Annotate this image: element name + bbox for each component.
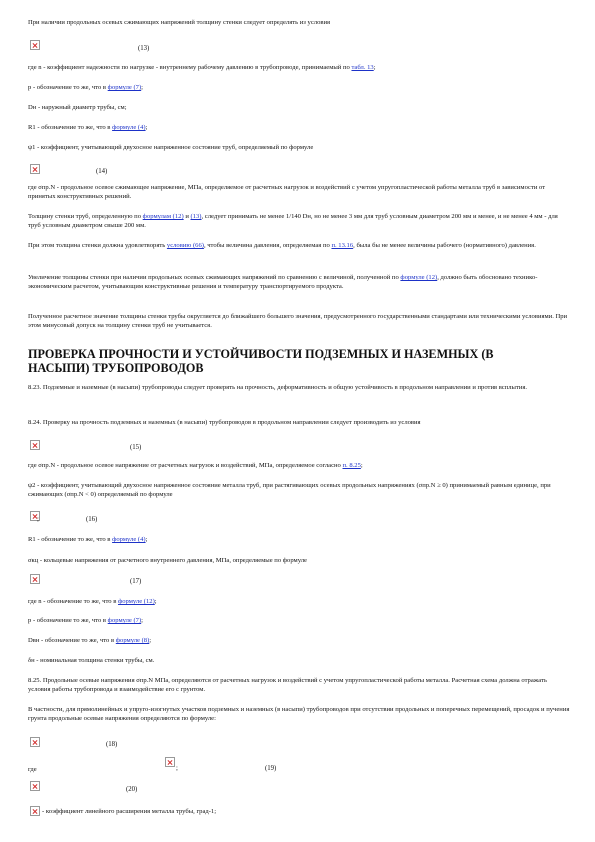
text-line: При наличии продольных осевых сжимающих напряжений толщину стенки следует определять из условия (28, 19, 331, 26)
broken-image-icon (30, 574, 40, 584)
text-span: , была бы не менее величины рабочего (нормативного) давления. (353, 242, 536, 249)
broken-image-icon (30, 440, 40, 450)
broken-image-icon (165, 757, 175, 767)
broken-image-icon (30, 164, 40, 174)
text-span: Увеличение толщины стенки при наличии продольных осевых сжимающих напряжений по сравнению с величиной, полученной по (28, 274, 399, 281)
paragraph (28, 213, 571, 230)
paragraph: 8.25. Продольные осевые напряжения σпр.N МПа, определяются от расчетных нагрузок и воздействий с учетом упругопластической работы металла. Расчетная схема должна отражать условия работы трубопровода и взаимодействие его с грунтом. (28, 677, 547, 693)
link-formula-13[interactable]: (13) (190, 213, 202, 220)
equation-number: (16) (86, 516, 98, 523)
text-line (28, 462, 363, 471)
text-span: R1 - обозначение то же, что в (28, 124, 111, 131)
link-formula-12[interactable]: формуле (12) (400, 274, 438, 281)
link-clause-13-16[interactable]: п. 13.16 (331, 242, 354, 249)
link-formula-4[interactable]: формуле (4) (112, 124, 146, 131)
broken-image-icon (30, 781, 40, 791)
text-span: p - обозначение то же, что в (28, 84, 107, 91)
link-clause-8-25[interactable]: п. 8.25 (342, 462, 361, 469)
paragraph (28, 274, 571, 291)
equation-number: (15) (130, 444, 142, 451)
paragraph: ψ2 - коэффициент, учитывающий двухосное напряженное состояние металла труб, при растягивающих осевых продольных напряжениях (σпр.N ≥ 0) принимаемый равным единице, при сжимающих (σпр.N < 0) определяемый по формуле (28, 482, 551, 498)
equation-number: (20) (126, 786, 138, 793)
equation-separator: ; (37, 516, 39, 523)
equation-number: (17) (130, 578, 142, 585)
text-line (28, 617, 143, 626)
text-span: , должно быть обосновано технико-экономическим расчетом, учитывающим конструктивные решения и температуру транспортируемого продукта. (28, 274, 538, 290)
text-span: , следует принимать не менее 1/140 Dн, но не менее 3 мм для труб условным диаметром 200 мм и менее, и не менее 4 мм - для труб условным диаметром свыше 200 мм. (28, 213, 558, 229)
text-span: ; (373, 64, 376, 71)
equation-number: (14) (96, 168, 108, 175)
text-span: ; (141, 84, 144, 91)
text-line: 8.24. Проверку на прочность подземных и наземных (в насыпи) трубопроводов в продольном направлении следует производить из условия (28, 419, 421, 426)
link-formula-4[interactable]: формуле (4) (112, 536, 146, 543)
paragraph: Полученное расчетное значение толщины стенки трубы округляется до ближайшего большего значения, предусмотренного государственными стандартами или техническими условиями. При этом минусовый допуск на толщину стенки труб не учитывается. (28, 313, 568, 329)
text-line: δн - номинальная толщина стенки трубы, см. (28, 657, 155, 664)
broken-image-icon (30, 40, 40, 50)
text-span: При этом толщина стенки должна удовлетворять (28, 242, 166, 249)
link-formula-8[interactable]: формуле (8) (115, 637, 150, 644)
text-span: , чтобы величина давления, определяемая по (203, 242, 330, 249)
link-table-13[interactable]: табл. 13 (351, 64, 374, 71)
text-span: R1 - обозначение то же, что в (28, 536, 111, 543)
paragraph (28, 242, 571, 251)
text-line (28, 84, 143, 93)
equation-number: (18) (106, 741, 118, 748)
text-span: p - обозначение то же, что в (28, 617, 107, 624)
text-line (28, 64, 376, 73)
text-span: где n - обозначение то же, что в (28, 598, 117, 605)
section-heading: ПРОВЕРКА ПРОЧНОСТИ И УСТОЙЧИВОСТИ ПОДЗЕМНЫХ И НАЗЕМНЫХ (В НАСЫПИ) ТРУБОПРОВОДОВ (28, 347, 494, 376)
text-line: где (28, 766, 37, 773)
equation-number: (19) (265, 765, 277, 772)
text-span: ; (154, 598, 157, 605)
link-formula-12[interactable]: формуле (12) (117, 598, 155, 605)
text-span: и (185, 213, 189, 220)
text-span: ; (360, 462, 363, 469)
text-span: ; (149, 637, 152, 644)
text-span: Dвн - обозначение то же, что в (28, 637, 115, 644)
paragraph: где σпр.N - продольное осевое сжимающее напряжение, МПа, определяемое от расчетных нагрузок и воздействий с учетом упругопластической работы металла труб в зависимости от принятых конструктивных решений. (28, 184, 546, 200)
text-span: Толщину стенки труб, определенную по (28, 213, 142, 220)
text-line (28, 124, 147, 133)
text-line: Dн - наружный диаметр трубы, см; (28, 104, 127, 111)
text-line (28, 536, 147, 545)
equation-separator: ; (176, 765, 178, 772)
text-line (28, 637, 151, 646)
equation-number: (13) (138, 45, 150, 52)
paragraph: В частности, для прямолинейных и упруго-изогнутых участков подземных и наземных (в насыпи) трубопроводов при отсутствии продольных и поперечных перемещений, просадок и пучения грунта продольные осевые напряжения определяются по формуле: (28, 706, 570, 722)
text-span: ; (145, 536, 148, 543)
link-formula-12[interactable]: формулам (12) (142, 213, 184, 220)
link-formula-7[interactable]: формуле (7) (107, 84, 142, 91)
link-condition-66[interactable]: условию (66) (166, 242, 204, 249)
paragraph: 8.23. Подземные и наземные (в насыпи) трубопроводы следует проверять на прочность, деформативность и общую устойчивость в продольном направлении и против всплытия. (28, 384, 528, 391)
link-formula-7[interactable]: формуле (7) (107, 617, 142, 624)
text-line: σкц - кольцевые напряжения от расчетного внутреннего давления, МПа, определяемые по формуле (28, 557, 307, 564)
text-span: ; (141, 617, 144, 624)
broken-image-icon (30, 806, 40, 816)
text-line: ψ1 - коэффициент, учитывающий двухосное напряженное состояние труб, определяемый по формуле (28, 144, 314, 151)
text-span: ; (145, 124, 148, 131)
broken-image-icon (30, 737, 40, 747)
text-span: где n - коэффициент надежности по нагрузке - внутреннему рабочему давлению в трубопроводе, принимаемый по (28, 64, 350, 71)
text-span: где σпр.N - продольное осевое напряжение от расчетных нагрузок и воздействий, МПа, определяемое согласно (28, 462, 341, 469)
text-line (28, 598, 157, 607)
text-line: - коэффициент линейного расширения металла трубы, град-1; (42, 808, 217, 815)
